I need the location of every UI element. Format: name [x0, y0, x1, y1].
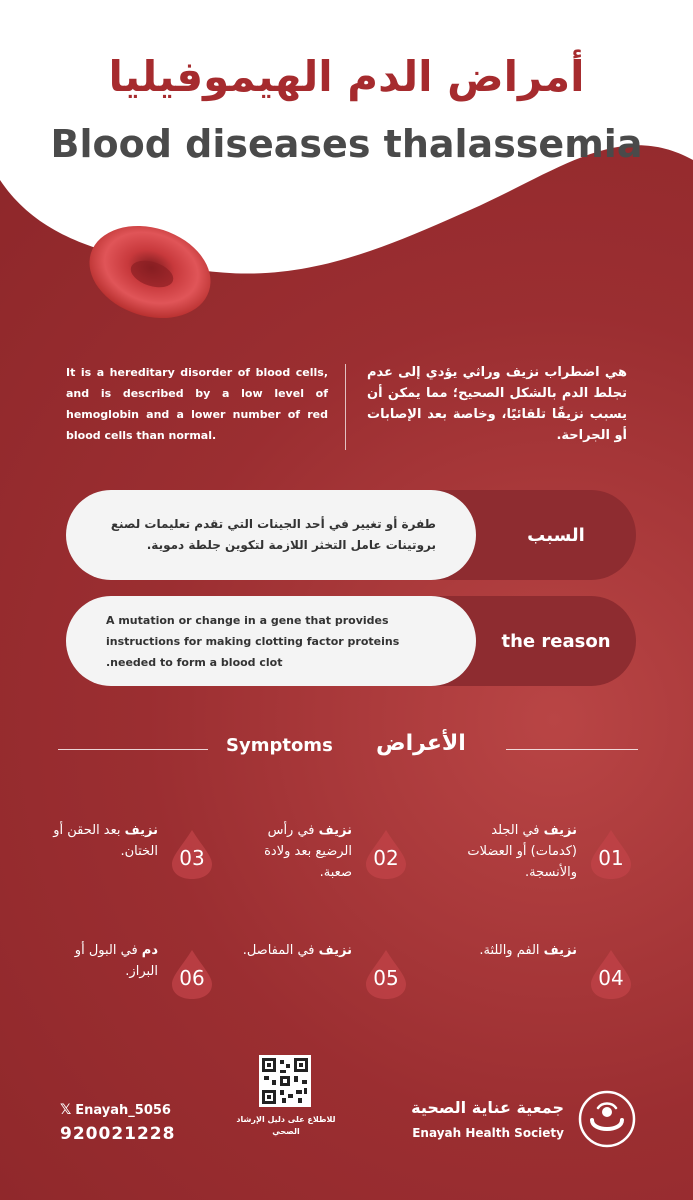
symptom-text: نزيف في المفاصل.	[242, 943, 352, 958]
cause-label-ar: السبب	[527, 524, 585, 546]
intro-text-en: It is a hereditary disorder of blood cells, and is described by a low level of hemoglobin and a lower number of red blood cells than normal.	[66, 366, 328, 442]
blood-drop-icon	[587, 948, 635, 1000]
cause-text-ar: طفرة أو تغيير في أحد الجينات التي تقدم تعليمات لصنع بروتينات عامل التخثر اللازمة لتكوين جلطة دموية.	[66, 490, 476, 580]
symptoms-divider-right	[506, 749, 638, 750]
symptoms-title-en: Symptoms	[226, 735, 333, 756]
social-handle-text: Enayah_5056	[75, 1102, 171, 1118]
symptom-number: 06	[179, 966, 205, 990]
symptom-text: دم في البول أو البراز.	[74, 943, 158, 979]
blood-drop-icon	[168, 828, 216, 880]
phone-number[interactable]: 920021228	[60, 1124, 176, 1144]
symptom-item	[230, 820, 410, 890]
symptom-number: 04	[598, 966, 624, 990]
symptom-text: نزيف في الجلد (كدمات) أو العضلات والأنسجة.	[467, 823, 577, 880]
symptom-number: 03	[179, 846, 205, 870]
qr-caption: للاطلاع على دليل الإرشاد الصحي	[236, 1115, 336, 1136]
page-title-en: Blood diseases thalassemia	[50, 122, 643, 166]
intro-divider	[345, 364, 346, 450]
page-title-ar: أمراض الدم الهيموفيليا	[108, 52, 585, 101]
symptom-item	[36, 820, 216, 890]
symptom-item	[455, 820, 635, 890]
x-logo-icon: 𝕏	[60, 1102, 72, 1118]
cause-card-ar	[66, 490, 636, 580]
enayah-logo-icon	[578, 1090, 636, 1148]
symptom-item	[36, 940, 216, 1010]
symptom-number: 01	[598, 846, 624, 870]
blood-drop-icon	[168, 948, 216, 1000]
org-name-en: Enayah Health Society	[412, 1126, 564, 1140]
qr-code-icon[interactable]	[259, 1055, 311, 1107]
symptom-text: نزيف في رأس الرضيع بعد ولادة صعبة.	[264, 823, 352, 880]
cause-card-en	[66, 596, 636, 686]
org-name-ar: جمعية عناية الصحية	[411, 1098, 564, 1117]
red-blood-cell-icon	[80, 222, 220, 322]
symptom-item	[455, 940, 635, 1010]
symptom-text: نزيف الفم واللثة.	[479, 943, 577, 958]
cause-text-en: A mutation or change in a gene that provides instructions for making clotting factor proteins .needed to form a blood clot	[66, 596, 476, 686]
symptoms-title-ar: الأعراض	[376, 731, 466, 756]
blood-drop-icon	[362, 828, 410, 880]
blood-drop-icon	[362, 948, 410, 1000]
blood-drop-icon	[587, 828, 635, 880]
symptom-text: نزيف بعد الحقن أو الختان.	[53, 823, 158, 859]
symptom-number: 05	[373, 966, 399, 990]
symptom-number: 02	[373, 846, 399, 870]
symptom-item	[230, 940, 410, 1010]
cause-label-en: the reason	[501, 630, 611, 652]
social-handle[interactable]	[60, 1102, 171, 1118]
intro-text-ar: هي اضطراب نزيف وراثي يؤدي إلى عدم تجلط الدم بالشكل الصحيح؛ مما يمكن أن يسبب نزيفًا تلقائيًا، وخاصة بعد الإصابات أو الجراحة.	[367, 365, 627, 443]
symptoms-divider-left	[58, 749, 208, 750]
